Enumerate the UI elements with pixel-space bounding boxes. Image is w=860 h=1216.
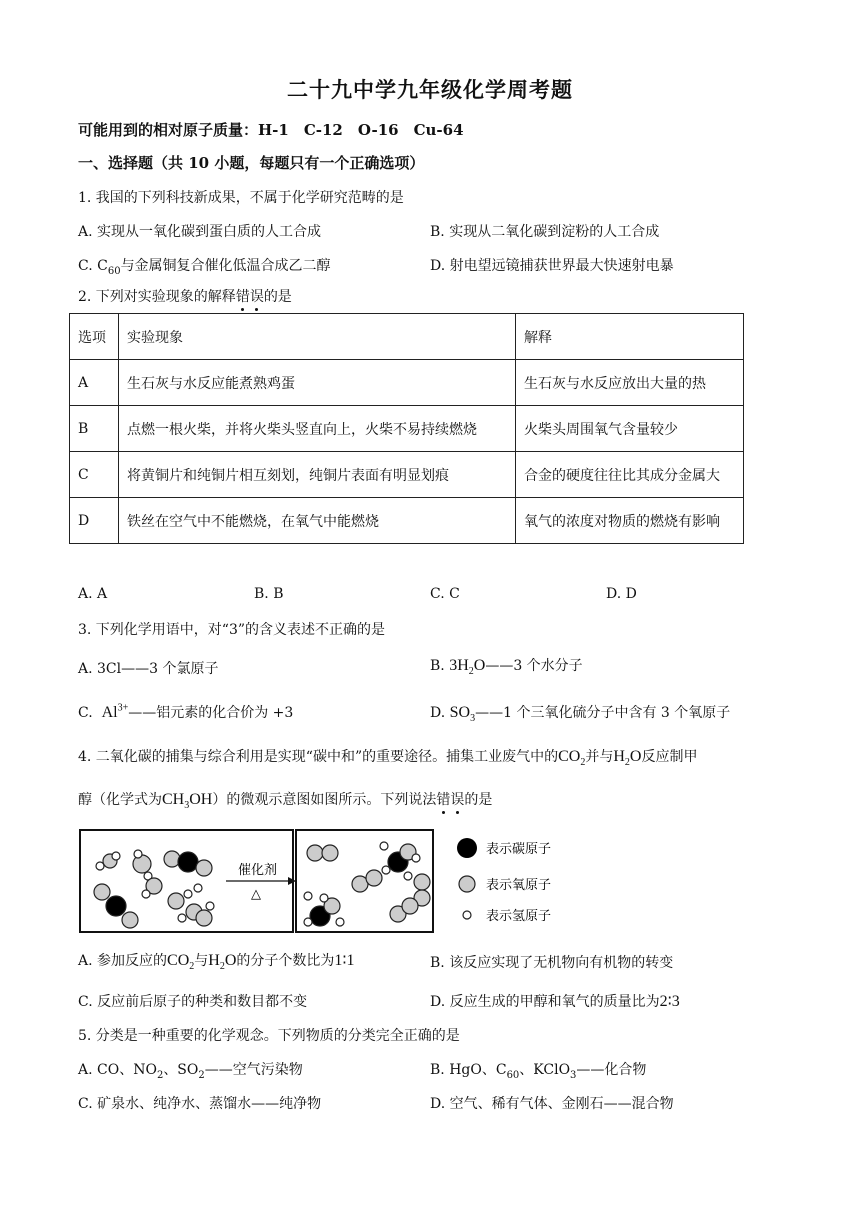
q1-c-sub: 60	[107, 265, 121, 277]
oxygen-legend-icon	[459, 876, 475, 892]
q4-option-b: B. 该反应实现了无机物向有机物的转变	[430, 955, 674, 971]
q4-stem-line2	[78, 789, 492, 811]
table-cell: D	[70, 498, 119, 544]
q4-ch3oh-sub: 3	[184, 800, 190, 812]
h2o-formula-a	[208, 952, 237, 973]
q4-line2-post-pre: ）的微观示意图如图所示。下列说法	[212, 792, 437, 808]
h2o-formula	[613, 748, 642, 769]
water-formula	[449, 657, 486, 678]
methanol-formula	[162, 791, 213, 812]
q4-a-h2o-sub: 2	[219, 961, 225, 973]
q4-stem-line1	[78, 746, 697, 768]
q1-option-d: D. 射电望远镜捕获世界最大快速射电暴	[430, 258, 674, 274]
q5-a-sub2: 2	[198, 1069, 205, 1081]
q4-co2: CO	[558, 748, 581, 765]
q2-option-a: A. A	[78, 586, 108, 602]
q2-stem-pre: 2. 下列对实验现象的解释	[78, 289, 236, 305]
q3-option-c	[78, 702, 293, 722]
table-cell: C	[70, 452, 119, 498]
q4-co2-sub: 2	[580, 757, 586, 769]
q4-h2o-h: H	[613, 748, 625, 765]
q2-emph-1: 错	[235, 289, 250, 305]
q3-c-text: ——铝元素的化合价为 +3	[128, 705, 294, 721]
q4-line2-pre: 醇（化学式为	[78, 792, 162, 808]
table-cell: 氧气的浓度对物质的燃烧有影响	[516, 498, 744, 544]
q4-h2o-o: O	[629, 748, 642, 765]
q5-a-sub1: 2	[156, 1069, 164, 1081]
q4-a-mid: 与	[194, 953, 209, 969]
q1-stem: 1. 我国的下列科技新成果，不属于化学研究范畴的是	[78, 190, 404, 206]
q4-a-co2: CO	[167, 952, 190, 969]
q5-option-a	[78, 1059, 303, 1081]
table-header-cell: 解释	[516, 314, 744, 360]
table-cell: A	[70, 360, 119, 406]
q4-a-h: H	[208, 952, 220, 969]
table-cell: 火柴头周围氧气含量较少	[516, 406, 744, 452]
q5-b-post: ——化合物	[576, 1062, 647, 1078]
q2-stem	[78, 286, 292, 306]
q4-d-ratio: 2∶3	[659, 993, 680, 1010]
q3-option-b	[430, 655, 583, 677]
table-cell: 合金的硬度往往比其成分金属大	[516, 452, 744, 498]
q5-a-mid: 、SO	[163, 1062, 199, 1078]
q4-emph-1: 错	[436, 792, 451, 808]
table-row	[70, 360, 744, 406]
q1-option-c	[78, 255, 331, 277]
q3-b-formula-sub: 2	[468, 666, 474, 678]
legend-carbon: 表示碳原子	[486, 842, 552, 857]
q1-option-b: B. 实现从二氧化碳到淀粉的人工合成	[430, 224, 660, 240]
table-row	[70, 452, 744, 498]
q4-line1-pre: 4. 二氧化碳的捕集与综合利用是实现“碳中和”的重要途径。捕集工业废气中的	[78, 749, 559, 765]
q3-b-label: B.	[430, 658, 445, 674]
q2-stem-post: 的是	[263, 289, 292, 305]
section-heading: 一、选择题（共 10 小题，每题只有一个正确选项）	[78, 154, 425, 172]
table-cell: 生石灰与水反应放出大量的热	[516, 360, 744, 406]
q4-option-c: C. 反应前后原子的种类和数目都不变	[78, 994, 308, 1010]
q3-d-formula: SO	[449, 704, 471, 721]
products-and-legend	[220, 826, 600, 936]
so3-formula	[449, 704, 476, 725]
q5-a-post: ——空气污染物	[204, 1062, 303, 1078]
q3-d-text: ——1 个三氧化硫分子中含有 3 个氧原子	[475, 705, 731, 721]
q4-a-o: O	[224, 952, 237, 969]
q3-c-sup: 3+	[117, 702, 129, 714]
q4-emph-2: 误	[450, 792, 465, 808]
co2-formula	[558, 748, 586, 769]
q4-a-post: 的分子个数比为	[236, 953, 335, 969]
q4-line1-mid: 并与	[585, 749, 614, 765]
q4-a-pre: A. 参加反应的	[78, 953, 168, 969]
co2-formula-a	[167, 952, 195, 973]
heat-symbol: △	[251, 887, 261, 902]
q4-d-pre: D. 反应生成的甲醇和氧气的质量比为	[430, 994, 660, 1010]
hydrogen-legend-icon	[463, 911, 471, 919]
table-row	[70, 498, 744, 544]
q2-option-d: D. D	[606, 586, 637, 602]
q4-option-a	[78, 950, 355, 972]
q3-b-formula-pre: 3H	[449, 657, 469, 674]
table-cell: B	[70, 406, 119, 452]
table-cell: 铁丝在空气中不能燃烧，在氧气中能燃烧	[119, 498, 516, 544]
q3-option-d	[430, 702, 730, 724]
table-row	[70, 406, 744, 452]
q5-b-mid: 、KClO	[519, 1062, 571, 1078]
q5-b-pre: B. HgO、C	[430, 1062, 507, 1078]
table-header-row	[70, 314, 744, 360]
q5-a-pre: A. CO、NO	[78, 1062, 157, 1078]
q5-option-d: D. 空气、稀有气体、金刚石——混合物	[430, 1096, 674, 1112]
carbon-legend-icon	[457, 838, 477, 858]
q1-c-pre: C. C	[78, 258, 108, 274]
q4-a-ratio: 1∶1	[334, 952, 355, 969]
q3-stem: 3. 下列化学用语中，对“3”的含义表述不正确的是	[78, 622, 386, 638]
table-cell: 点燃一根火柴，并将火柴头竖直向上，火柴不易持续燃烧	[119, 406, 516, 452]
q1-c-post: 与金属铜复合催化低温合成乙二醇	[120, 258, 331, 274]
aluminum-ion-formula	[102, 704, 129, 721]
q2-option-b: B. B	[254, 586, 284, 602]
q4-option-d	[430, 991, 680, 1011]
q5-option-b	[430, 1059, 646, 1081]
q2-emph-2: 误	[249, 289, 264, 305]
q3-c-formula: Al	[101, 704, 118, 721]
legend-oxygen: 表示氧原子	[486, 878, 552, 893]
atomic-mass-line: 可能用到的相对原子质量：H-1 C-12 O-16 Cu-64	[78, 121, 464, 139]
q5-b-sub2: 3	[570, 1069, 577, 1081]
q4-ch3oh-pre: CH	[162, 791, 185, 808]
table-header-cell: 选项	[70, 314, 119, 360]
q3-d-label: D.	[430, 705, 446, 721]
q3-b-formula-post: O	[473, 657, 486, 674]
page-title: 二十九中学九年级化学周考题	[287, 77, 573, 102]
table-header-cell: 实验现象	[119, 314, 516, 360]
q3-option-a: A. 3Cl——3 个氯原子	[78, 661, 219, 677]
q4-line2-end: 的是	[464, 792, 493, 808]
q5-stem: 5. 分类是一种重要的化学观念。下列物质的分类完全正确的是	[78, 1028, 460, 1044]
q4-ch3oh-post: OH	[189, 791, 213, 808]
experiment-table	[69, 313, 744, 544]
q4-h2o-sub: 2	[624, 757, 630, 769]
legend-hydrogen: 表示氢原子	[486, 909, 552, 924]
table-cell: 生石灰与水反应能煮熟鸡蛋	[119, 360, 516, 406]
catalyst-label: 催化剂	[238, 863, 278, 878]
table-cell: 将黄铜片和纯铜片相互刻划，纯铜片表面有明显划痕	[119, 452, 516, 498]
q3-b-text: ——3 个水分子	[485, 658, 583, 674]
q5-option-c: C. 矿泉水、纯净水、蒸馏水——纯净物	[78, 1096, 322, 1112]
q5-b-sub1: 60	[506, 1069, 520, 1081]
q4-line1-post: 反应制甲	[641, 749, 698, 765]
q2-option-c: C. C	[430, 586, 460, 602]
q4-a-co2-sub: 2	[189, 961, 195, 973]
q3-c-label: C.	[78, 705, 93, 721]
q3-d-sub: 3	[470, 713, 476, 725]
q1-option-a: A. 实现从一氧化碳到蛋白质的人工合成	[78, 224, 322, 240]
